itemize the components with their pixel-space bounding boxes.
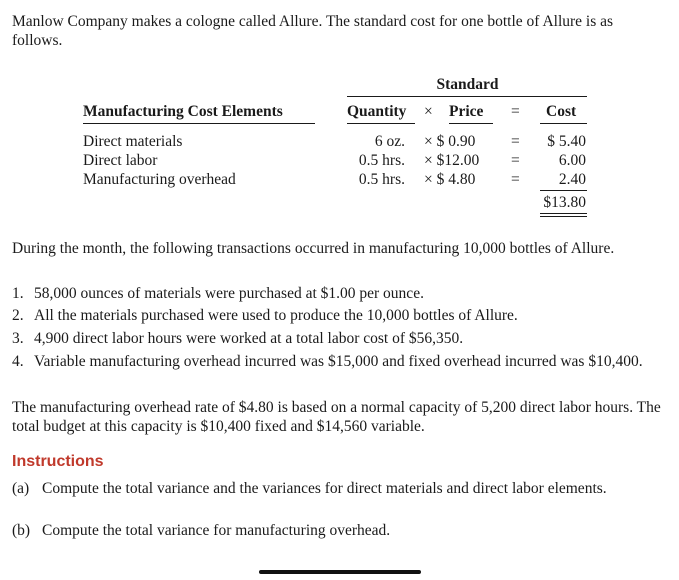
standard-header-rule [347,96,587,97]
row-cost: 6.00 [558,152,586,169]
col-header-equals: = [511,103,520,120]
total-double-rule-top [540,213,587,214]
row-element: Direct labor [83,152,158,169]
col-header-quantity: Quantity [347,103,407,120]
list-item: 4,900 direct labor hours were worked at a total labor cost of $56,350. [34,330,464,347]
subtotal-rule [540,190,587,191]
row-equals: = [511,152,520,169]
intro-paragraph: Manlow Company makes a cologne called Allure. The standard cost for one bottle of Allure is as follows. [12,13,614,49]
instruction-item: Compute the total variance and the variances for direct materials and direct labor elements. [42,480,607,497]
instruction-item: Compute the total variance for manufacturing overhead. [42,522,391,539]
row-quantity: 0.5 hrs. [358,152,405,169]
list-item: Variable manufacturing overhead incurred was $15,000 and fixed overhead incurred was $10,400. [34,353,643,370]
price-header-rule [449,123,493,124]
list-item-number: 4. [12,353,24,370]
row-price: × $12.00 [424,152,480,169]
row-quantity: 0.5 hrs. [358,171,405,188]
overhead-note: The manufacturing overhead rate of $4.80 is based on a normal capacity of 5,200 direct labor hours. The total budget at this capacity is $10,400 fixed and $14,560 variable. [12,399,661,435]
row-element: Manufacturing overhead [83,171,236,188]
row-element: Direct materials [83,133,183,150]
row-price: × $ 0.90 [424,133,476,150]
home-indicator-bar[interactable] [259,570,421,574]
col-header-price: Price [449,103,484,120]
row-price: × $ 4.80 [424,171,476,188]
quantity-header-rule [347,123,415,124]
transactions-intro: During the month, the following transactions occurred in manufacturing 10,000 bottles of Allure. [12,240,615,257]
row-equals: = [511,133,520,150]
list-item: All the materials purchased were used to produce the 10,000 bottles of Allure. [34,307,518,324]
instruction-label: (b) [12,522,31,539]
instructions-heading: Instructions [12,453,104,470]
row-quantity: 6 oz. [374,133,405,150]
total-double-rule-bottom [540,216,587,217]
col-header-elements: Manufacturing Cost Elements [83,103,283,120]
list-item-number: 1. [12,285,24,302]
elements-header-rule [83,123,315,124]
cost-header-rule [540,123,587,124]
total-cost: $13.80 [543,194,586,211]
col-header-cost: Cost [546,103,577,120]
col-header-times: × [424,103,433,120]
list-item-number: 3. [12,330,24,347]
standard-header: Standard [436,76,499,93]
list-item: 58,000 ounces of materials were purchased at $1.00 per ounce. [34,285,424,302]
row-cost: $ 5.40 [547,133,586,150]
row-cost: 2.40 [558,171,586,188]
list-item-number: 2. [12,307,24,324]
row-equals: = [511,171,520,188]
instruction-label: (a) [12,480,30,497]
